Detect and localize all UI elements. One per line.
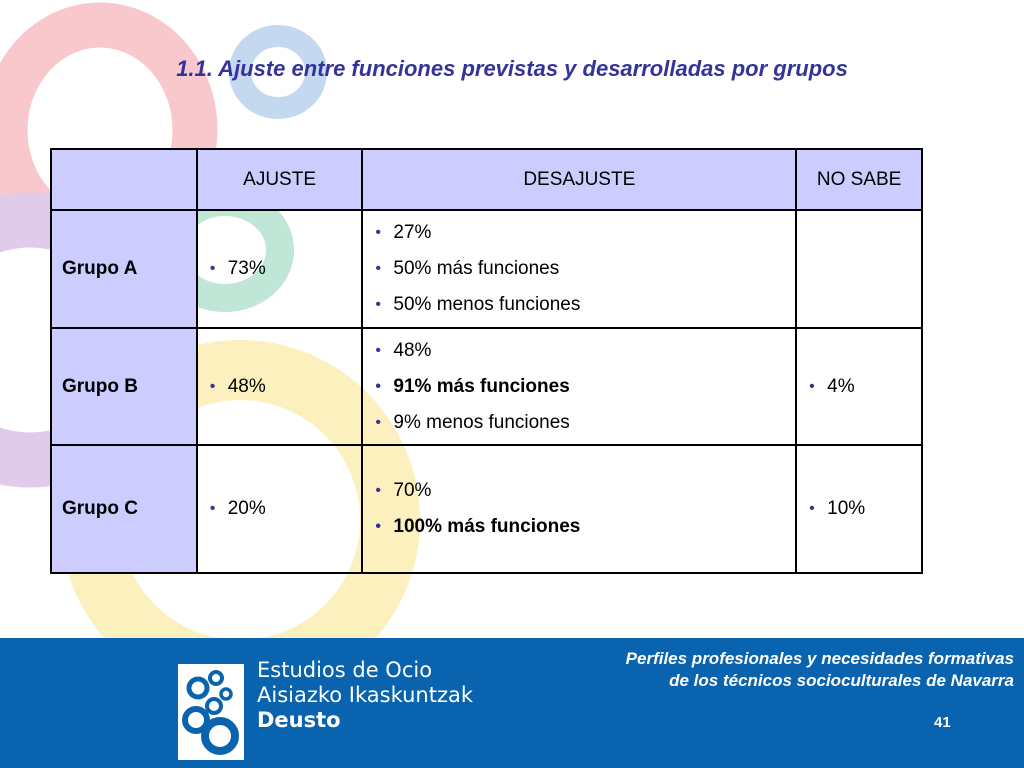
list-item: • 4%: [807, 369, 911, 405]
list-item: • 91% más funciones: [373, 369, 785, 405]
ajuste-cell: [197, 210, 363, 328]
logo-line: Estudios de Ocio: [257, 658, 433, 682]
list-item: • 100% más funciones: [373, 509, 785, 545]
no-sabe-cell: [796, 445, 922, 573]
logo-wordmark: [257, 658, 473, 733]
logo-line: Deusto: [257, 708, 341, 732]
group-label: Grupo A: [51, 210, 197, 328]
slide-title: 1.1. Ajuste entre funciones previstas y desarrolladas por grupos: [176, 56, 848, 81]
list-item: • 70%: [373, 473, 785, 509]
table-row: [51, 328, 922, 445]
list-item: • 9% menos funciones: [373, 405, 785, 441]
table-row: [51, 210, 922, 328]
header-ajuste: AJUSTE: [197, 149, 363, 210]
deusto-logo-icon: [178, 664, 244, 760]
desajuste-cell: [362, 328, 796, 445]
ajuste-cell: [197, 445, 363, 573]
list-item: • 50% menos funciones: [373, 287, 785, 323]
logo-line: Aisiazko Ikaskuntzak: [257, 683, 474, 707]
ajuste-cell: [197, 328, 363, 445]
results-table: [50, 148, 923, 574]
header-desajuste: DESAJUSTE: [362, 149, 796, 210]
list-item: • 50% más funciones: [373, 251, 785, 287]
list-item: • 73%: [208, 251, 352, 287]
no-sabe-cell: [796, 210, 922, 328]
footer-caption: [494, 648, 1014, 692]
caption-line: de los técnicos socioculturales de Navarra: [669, 671, 1014, 690]
list-item: • 27%: [373, 215, 785, 251]
desajuste-cell: [362, 445, 796, 573]
desajuste-cell: [362, 210, 796, 328]
list-item: • 20%: [208, 491, 352, 527]
list-item: • 48%: [208, 369, 352, 405]
page-number: 41: [934, 714, 951, 731]
group-label: Grupo B: [51, 328, 197, 445]
table-header-row: [51, 149, 922, 210]
list-item: • 48%: [373, 333, 785, 369]
caption-line: Perfiles profesionales y necesidades formativas: [625, 649, 1014, 668]
no-sabe-cell: [796, 328, 922, 445]
table-row: [51, 445, 922, 573]
header-no-sabe: NO SABE: [796, 149, 922, 210]
group-label: Grupo C: [51, 445, 197, 573]
footer-bar: [0, 638, 1024, 768]
list-item: • 10%: [807, 491, 911, 527]
header-empty: [51, 149, 197, 210]
